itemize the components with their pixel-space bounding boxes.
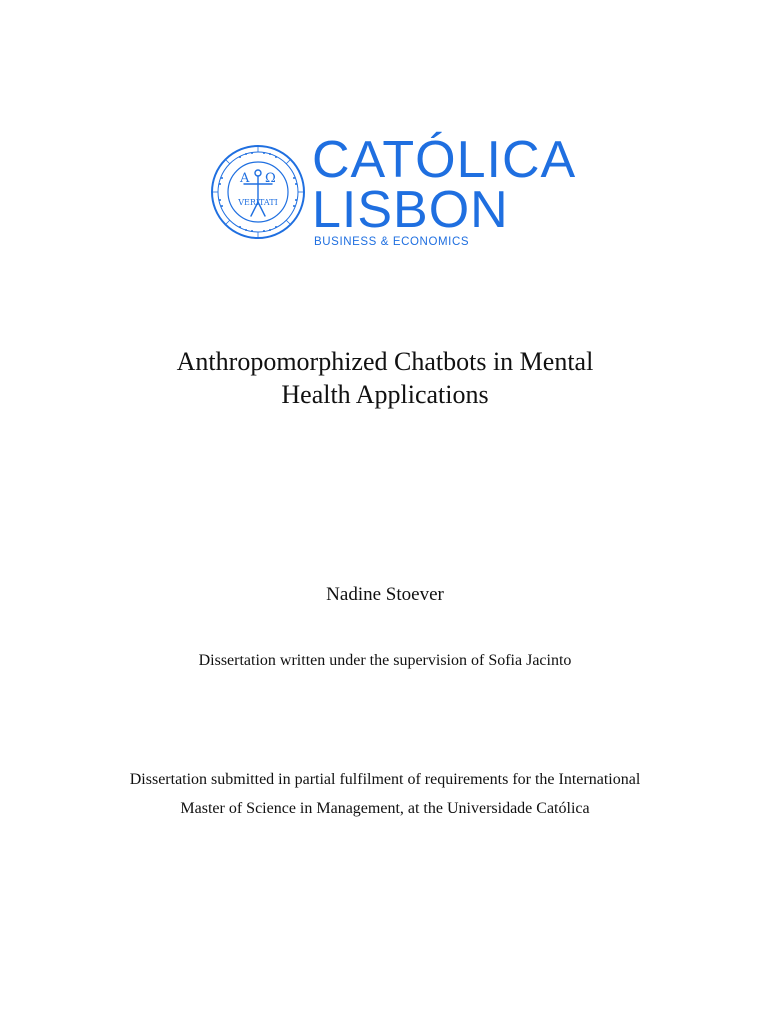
dissertation-title [0, 345, 770, 411]
submission-line-2: Master of Science in Management, at the Universidade Católica [180, 800, 590, 817]
submission-line-1: Dissertation submitted in partial fulfilment of requirements for the International [129, 771, 641, 788]
logo-wordmark [312, 131, 577, 256]
logo-wordmark-business-economics: BUSINESS & ECONOMICS [314, 236, 470, 248]
author-name: Nadine Stoever [326, 584, 444, 605]
supervision-statement: Dissertation written under the supervision of Sofia Jacinto [198, 652, 572, 669]
logo-wordmark-lisbon: LISBON [312, 181, 509, 239]
logo-wordmark-catolica: CATÓLICA [312, 131, 577, 189]
title-line-1: Anthropomorphized Chatbots in Mental [176, 347, 594, 376]
catolica-lisbon-logo [210, 131, 577, 260]
submission-statement [0, 765, 770, 823]
title-line-2: Health Applications [281, 380, 489, 409]
svg-text:VERITATI: VERITATI [238, 198, 278, 207]
svg-text:A: A [240, 171, 250, 186]
university-seal-icon [210, 144, 306, 240]
svg-text:Ω: Ω [265, 171, 276, 186]
